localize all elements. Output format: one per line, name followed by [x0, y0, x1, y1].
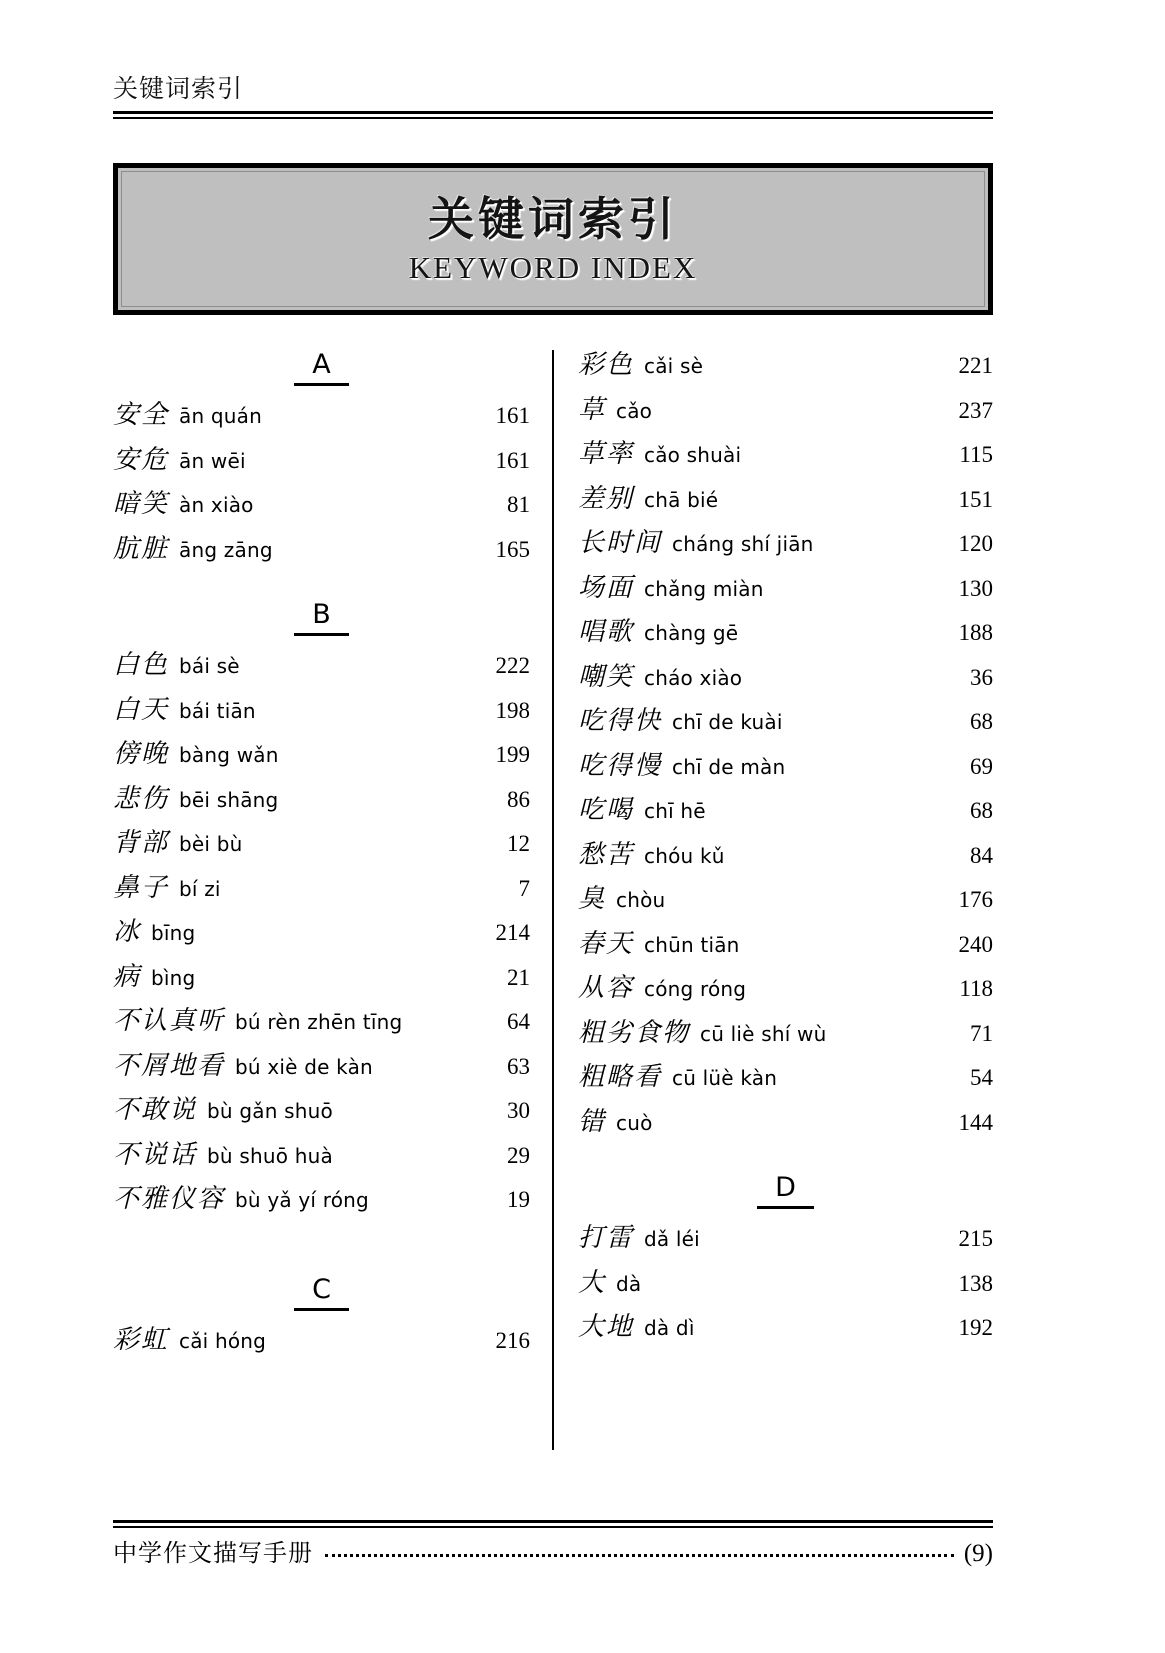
index-entry[interactable] [113, 695, 530, 740]
index-entry[interactable] [578, 795, 993, 840]
entry-word: 打雷 [578, 1223, 635, 1253]
entry-word: 吃喝 [578, 795, 635, 825]
index-column-right [554, 350, 993, 1450]
entry-word: 不雅仪容 [113, 1184, 226, 1214]
entry-word: 草 [578, 394, 607, 425]
entry-pinyin: cū liè shí wù [700, 1021, 827, 1046]
entry-page-number: 81 [507, 492, 530, 517]
section-heading-c [113, 1275, 530, 1319]
footer-rules [113, 1520, 993, 1528]
index-entry[interactable] [578, 439, 993, 484]
index-entry[interactable] [113, 400, 530, 445]
entry-page-number: 84 [970, 842, 993, 868]
entry-pinyin: dà [616, 1271, 642, 1296]
entry-pinyin: chī de kuài [672, 710, 783, 734]
entry-page-number: 216 [495, 1327, 530, 1353]
entry-page-number: 69 [970, 753, 993, 779]
entry-word: 鼻子 [113, 872, 170, 903]
entry-pinyin: chòu [616, 888, 666, 912]
index-entry[interactable] [113, 1051, 530, 1096]
entry-page-number: 240 [958, 931, 993, 957]
entry-pinyin: ān quán [179, 404, 263, 428]
entry-page-number: 144 [958, 1109, 993, 1135]
entry-word: 肮脏 [113, 533, 170, 564]
index-entry[interactable] [578, 484, 993, 529]
index-entry[interactable] [113, 534, 530, 579]
index-entry[interactable] [578, 1312, 993, 1357]
index-entry[interactable] [578, 528, 993, 573]
entry-pinyin: cháng shí jiān [672, 532, 814, 556]
entry-pinyin: cuò [616, 1110, 653, 1135]
entry-page-number: 161 [495, 403, 530, 428]
entry-word: 唱歌 [578, 617, 635, 647]
entry-word: 春天 [578, 928, 635, 959]
index-entry[interactable] [113, 650, 530, 695]
running-head-rules [113, 111, 993, 119]
entry-pinyin: chā bié [644, 487, 719, 512]
entry-word: 大 [578, 1267, 607, 1298]
section-heading-a [113, 350, 530, 394]
entry-word: 安危 [113, 444, 170, 475]
rule-thin-bottom [113, 117, 993, 119]
entry-pinyin: bú rèn zhēn tīng [235, 1010, 403, 1034]
entry-word: 从容 [578, 973, 635, 1003]
entry-word: 大地 [578, 1312, 635, 1342]
entry-word: 背部 [113, 828, 170, 858]
footer-line [113, 1537, 993, 1570]
section-letter-a: A [294, 350, 348, 386]
entry-pinyin: bìng [151, 965, 196, 990]
entry-page-number: 19 [507, 1187, 530, 1212]
entry-page-number: 130 [958, 575, 993, 601]
entry-page-number: 21 [507, 964, 530, 990]
footer-book-title: 中学作文描写手册 [113, 1539, 313, 1567]
entry-word: 安全 [113, 400, 170, 430]
index-entry[interactable] [578, 1268, 993, 1313]
index-entry[interactable] [578, 973, 993, 1018]
title-plate-inner [121, 171, 985, 307]
entry-page-number: 63 [507, 1053, 530, 1079]
footer-page-number: (9) [963, 1540, 993, 1567]
entry-page-number: 86 [507, 786, 530, 812]
entry-page-number: 215 [958, 1226, 993, 1251]
entry-page-number: 188 [958, 620, 993, 645]
entry-page-number: 222 [495, 653, 530, 678]
entry-word: 冰 [113, 917, 142, 947]
entry-pinyin: bù shuō huà [207, 1143, 333, 1168]
entry-page-number: 198 [495, 697, 530, 723]
entry-word: 吃得慢 [578, 750, 663, 781]
entry-page-number: 192 [958, 1315, 993, 1340]
entry-word: 不认真听 [113, 1006, 226, 1036]
entry-pinyin: bái sè [179, 654, 240, 678]
section-gap [113, 1229, 530, 1275]
entry-page-number: 71 [970, 1020, 993, 1046]
index-column-left [113, 350, 552, 1450]
index-entry[interactable] [113, 1095, 530, 1140]
index-entry[interactable] [578, 617, 993, 662]
index-entry[interactable] [578, 1223, 993, 1268]
entry-word: 愁苦 [578, 839, 635, 870]
entry-page-number: 12 [507, 831, 530, 856]
entry-page-number: 36 [970, 664, 993, 690]
entry-word: 粗劣食物 [578, 1017, 691, 1048]
index-entry[interactable] [578, 884, 993, 929]
entry-page-number: 68 [970, 798, 993, 823]
entry-page-number: 165 [495, 536, 530, 562]
running-head [113, 72, 993, 119]
entry-pinyin: chūn tiān [644, 932, 740, 957]
index-entry[interactable] [578, 751, 993, 796]
entry-pinyin: dǎ léi [644, 1227, 700, 1251]
entry-pinyin: chàng gē [644, 621, 739, 645]
index-entry[interactable] [578, 1107, 993, 1152]
index-entry[interactable] [113, 873, 530, 918]
entry-word: 吃得快 [578, 706, 663, 736]
entry-pinyin: chī hē [644, 799, 706, 823]
section-gap [578, 1151, 993, 1173]
index-entry[interactable] [113, 1006, 530, 1051]
entry-pinyin: cǎo [616, 398, 653, 423]
entry-word: 白色 [113, 650, 170, 680]
entry-page-number: 176 [958, 887, 993, 912]
index-entry[interactable] [578, 395, 993, 440]
entry-pinyin: chī de màn [672, 754, 786, 779]
title-plate [113, 163, 993, 315]
index-entry[interactable] [578, 662, 993, 707]
index-entry[interactable] [113, 962, 530, 1007]
index-entry[interactable] [113, 489, 530, 534]
entry-word: 错 [578, 1106, 607, 1137]
entry-pinyin: ān wēi [179, 448, 246, 473]
index-entry[interactable] [113, 739, 530, 784]
entry-pinyin: chóu kǔ [644, 843, 725, 868]
index-entry[interactable] [578, 706, 993, 751]
section-heading-b [113, 600, 530, 644]
entry-page-number: 29 [507, 1142, 530, 1168]
section-letter-b: B [294, 600, 349, 636]
entry-page-number: 30 [507, 1098, 530, 1123]
entry-page-number: 120 [958, 531, 993, 556]
entry-page-number: 7 [518, 875, 530, 901]
entry-word: 粗略看 [578, 1062, 663, 1092]
page-footer [113, 1520, 993, 1570]
entry-word: 傍晚 [113, 739, 170, 769]
index-entry[interactable] [113, 784, 530, 829]
entry-pinyin: bí zi [179, 876, 221, 901]
entry-word: 暗笑 [113, 489, 170, 519]
entry-page-number: 221 [958, 353, 993, 378]
index-entry[interactable] [113, 1140, 530, 1185]
entry-page-number: 64 [507, 1009, 530, 1034]
section-letter-d: D [757, 1173, 814, 1209]
index-entry[interactable] [113, 917, 530, 962]
rule-thin-footer [113, 1526, 993, 1528]
entry-pinyin: āng zāng [179, 537, 273, 562]
index-entry[interactable] [113, 1184, 530, 1229]
entry-pinyin: chǎng miàn [644, 576, 764, 601]
entry-page-number: 161 [495, 447, 530, 473]
entry-pinyin: bīng [151, 921, 196, 945]
entry-pinyin: àn xiào [179, 493, 254, 517]
entry-page-number: 199 [495, 742, 530, 767]
running-head-title: 关键词索引 [113, 74, 244, 103]
title-english: KEYWORD INDEX [408, 250, 698, 285]
entry-word: 病 [113, 961, 142, 992]
entry-pinyin: cǎo shuài [644, 443, 742, 467]
entry-word: 草率 [578, 439, 635, 469]
title-chinese: 关键词索引 [428, 192, 678, 246]
index-entry[interactable] [113, 1325, 530, 1370]
index-entry[interactable] [113, 828, 530, 873]
entry-page-number: 118 [959, 976, 993, 1001]
index-entry[interactable] [578, 929, 993, 974]
entry-word: 不敢说 [113, 1095, 198, 1125]
entry-pinyin: bái tiān [179, 698, 256, 723]
entry-pinyin: bú xiè de kàn [235, 1054, 373, 1079]
index-entry[interactable] [578, 350, 993, 395]
entry-page-number: 138 [958, 1270, 993, 1296]
section-heading-d [578, 1173, 993, 1217]
index-entry[interactable] [578, 840, 993, 885]
footer-dot-leader [325, 1536, 954, 1557]
entry-pinyin: bēi shāng [179, 787, 279, 812]
entry-word: 不说话 [113, 1139, 198, 1170]
entry-word: 悲伤 [113, 783, 170, 814]
entry-pinyin: dà dì [644, 1316, 695, 1340]
entry-word: 臭 [578, 884, 607, 914]
entry-pinyin: cóng róng [644, 977, 747, 1001]
entry-pinyin: bù yǎ yí róng [235, 1188, 369, 1212]
entry-pinyin: bàng wǎn [179, 743, 279, 767]
index-body [113, 350, 993, 1450]
entry-page-number: 151 [958, 486, 993, 512]
index-entry[interactable] [578, 1062, 993, 1107]
entry-word: 长时间 [578, 528, 663, 558]
entry-word: 差别 [578, 483, 635, 514]
index-entry[interactable] [113, 445, 530, 490]
index-entry[interactable] [578, 573, 993, 618]
entry-pinyin: cháo xiào [644, 665, 743, 690]
entry-word: 场面 [578, 572, 635, 603]
index-entry[interactable] [578, 1018, 993, 1063]
section-letter-c: C [294, 1275, 349, 1311]
entry-pinyin: cǎi sè [644, 354, 704, 378]
entry-word: 不屑地看 [113, 1050, 226, 1081]
entry-page-number: 237 [958, 397, 993, 423]
entry-page-number: 54 [970, 1065, 993, 1090]
entry-pinyin: cǎi hóng [179, 1328, 267, 1353]
entry-page-number: 115 [959, 442, 993, 467]
entry-pinyin: cū lüè kàn [672, 1066, 778, 1090]
entry-word: 嘲笑 [578, 661, 635, 692]
entry-word: 白天 [113, 694, 170, 725]
entry-word: 彩虹 [113, 1324, 170, 1355]
entry-word: 彩色 [578, 350, 635, 380]
entry-page-number: 214 [495, 920, 530, 945]
section-gap [113, 578, 530, 600]
entry-page-number: 68 [970, 709, 993, 734]
entry-pinyin: bù gǎn shuō [207, 1099, 333, 1123]
entry-pinyin: bèi bù [179, 832, 243, 856]
